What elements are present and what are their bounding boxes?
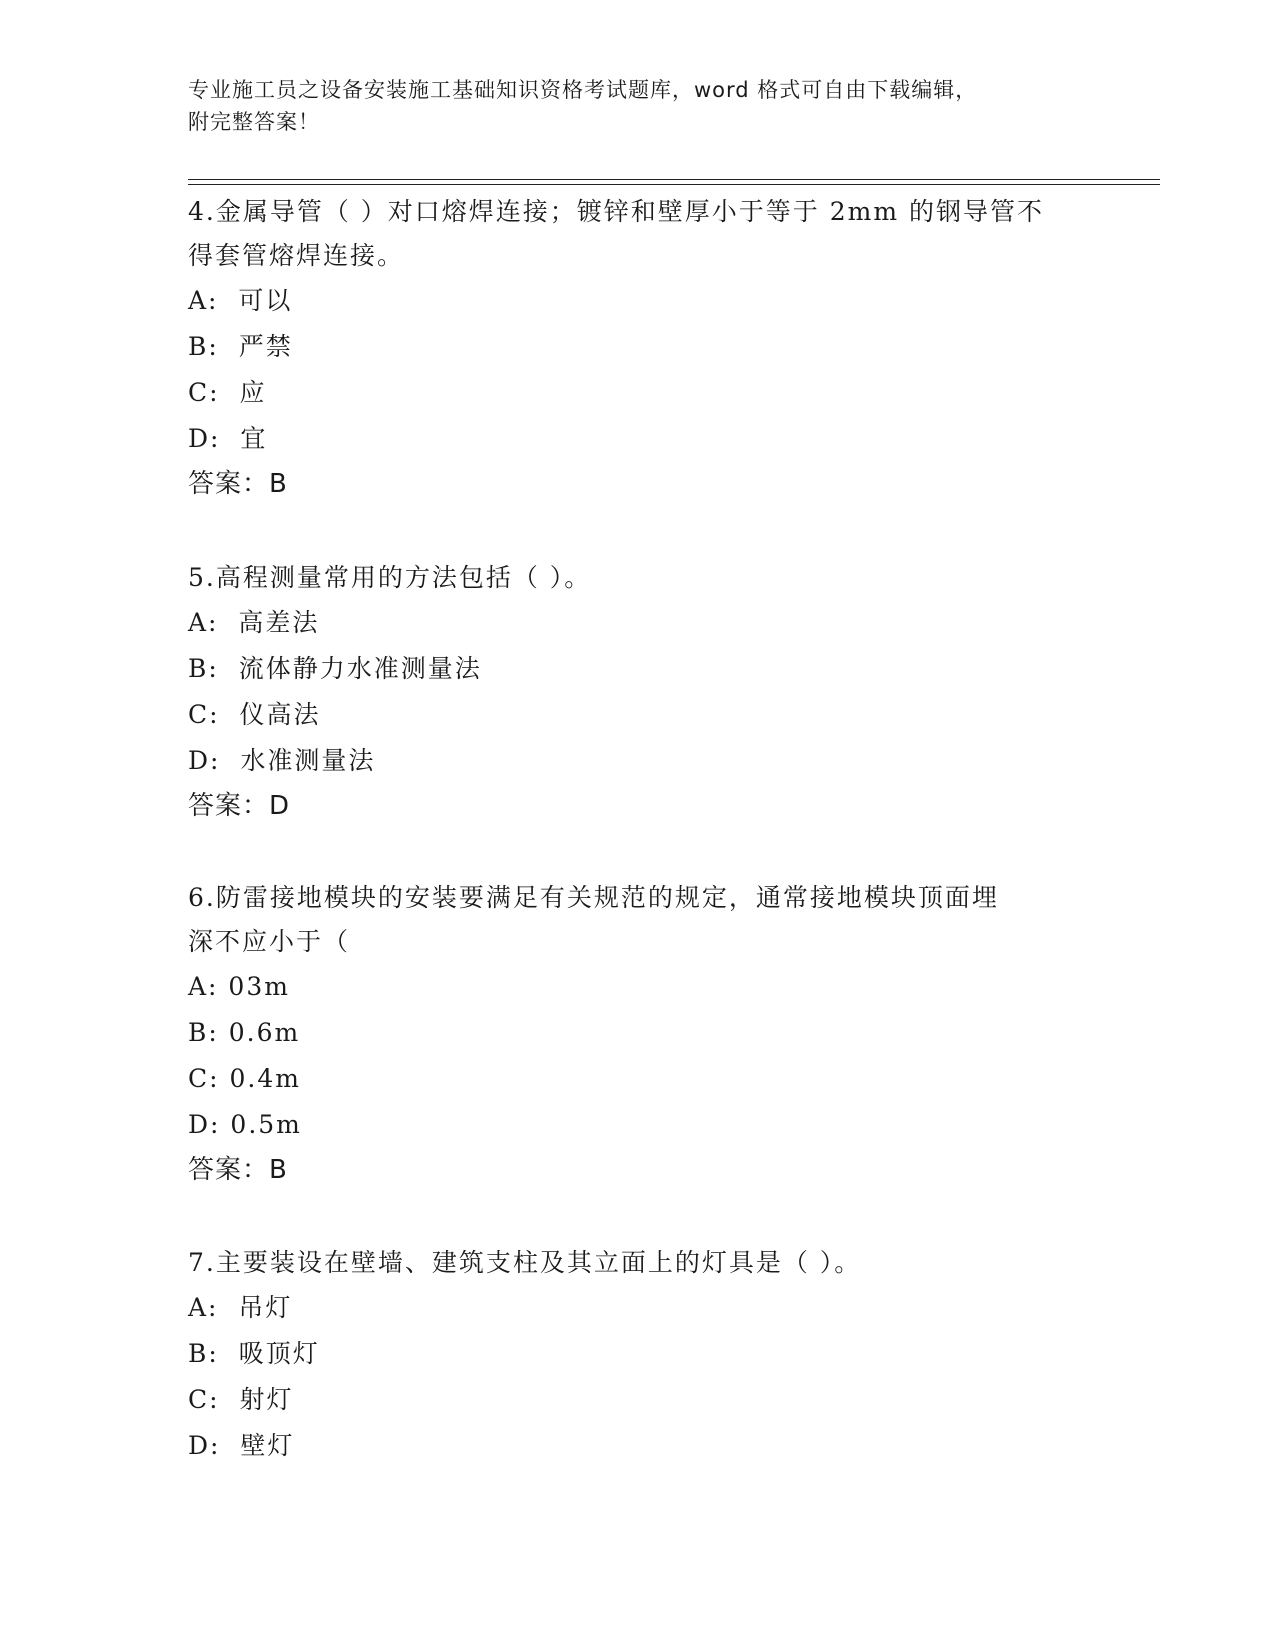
option-a: A: 高差法 <box>188 608 320 637</box>
option-a: A: 吊灯 <box>188 1293 293 1322</box>
option-c: C: 仪高法 <box>188 700 321 729</box>
question-stem-continued: 深不应小于（ <box>188 927 351 956</box>
question-6 <box>188 876 1088 1192</box>
question-stem-continued: 得套管熔焊连接。 <box>188 241 405 270</box>
answer: 答案：B <box>188 1155 288 1185</box>
option-c: C: 应 <box>188 378 267 407</box>
header-divider-bottom <box>188 184 1160 185</box>
header-line-1: 专业施工员之设备安装施工基础知识资格考试题库，word 格式可自由下载编辑， <box>188 78 978 102</box>
option-c: C: 射灯 <box>188 1385 294 1414</box>
question-7 <box>188 1241 1088 1469</box>
option-d: D: 0.5m <box>188 1110 302 1139</box>
option-b: B: 吸顶灯 <box>188 1339 320 1368</box>
option-b: B: 0.6m <box>188 1018 301 1047</box>
question-stem: 6.防雷接地模块的安装要满足有关规范的规定，通常接地模块顶面埋 <box>188 883 999 912</box>
question-5 <box>188 556 1088 828</box>
answer: 答案：D <box>188 791 291 821</box>
question-4 <box>188 190 1088 506</box>
question-stem: 5.高程测量常用的方法包括（ ）。 <box>188 563 592 592</box>
option-d: D: 水准测量法 <box>188 746 376 775</box>
option-b: B: 流体静力水准测量法 <box>188 654 482 683</box>
answer: 答案：B <box>188 469 288 499</box>
header-line-2: 附完整答案！ <box>188 110 320 134</box>
document-header <box>188 74 1088 138</box>
header-divider-top <box>188 179 1160 180</box>
question-stem: 7.主要装设在壁墙、建筑支柱及其立面上的灯具是（ ）。 <box>188 1248 862 1277</box>
option-d: D: 宜 <box>188 424 268 453</box>
option-b: B: 严禁 <box>188 332 293 361</box>
option-a: A: 可以 <box>188 286 293 315</box>
option-a: A: 03m <box>188 972 290 1001</box>
question-stem: 4.金属导管（ ）对口熔焊连接；镀锌和壁厚小于等于 2mm 的钢导管不 <box>188 197 1045 226</box>
option-c: C: 0.4m <box>188 1064 301 1093</box>
option-d: D: 壁灯 <box>188 1431 295 1460</box>
